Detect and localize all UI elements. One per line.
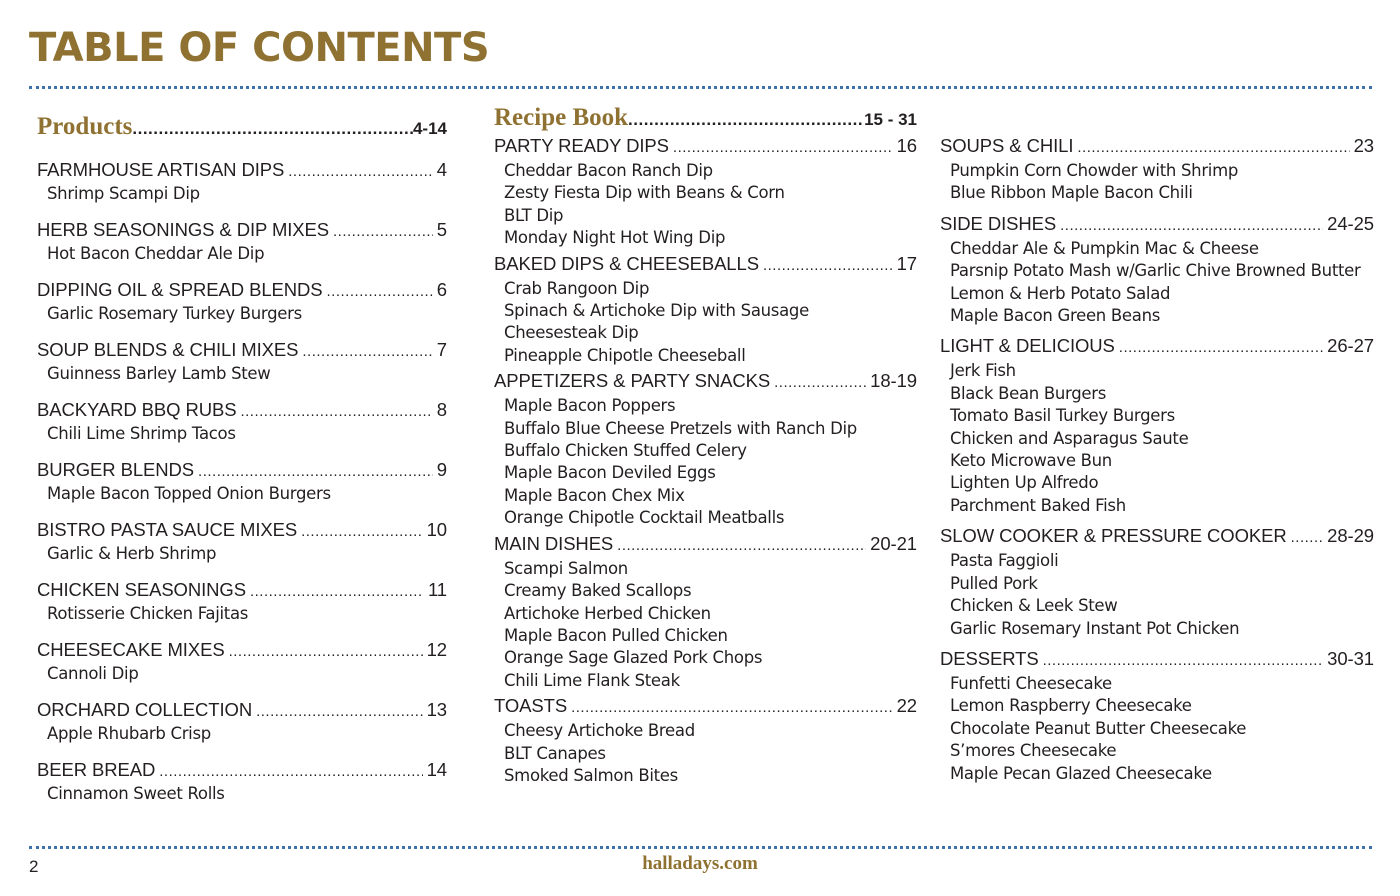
recipe-entry[interactable]: Cannoli Dip <box>47 664 139 683</box>
section-title: HERB SEASONINGS & DIP MIXES <box>37 219 330 240</box>
recipe-entry[interactable]: Chocolate Peanut Butter Cheesecake <box>950 718 1247 738</box>
toc-section <box>494 252 917 368</box>
toc-section <box>494 369 917 529</box>
toc-section-heading[interactable] <box>940 134 1374 160</box>
toc-section <box>940 647 1374 785</box>
recipe-entry[interactable]: BLT Dip <box>504 205 564 225</box>
recipe-entry[interactable]: Black Bean Burgers <box>950 383 1107 403</box>
section-title: CHICKEN SEASONINGS <box>37 579 246 600</box>
products-heading-label: Products <box>37 113 133 140</box>
recipe-entry[interactable]: Chili Lime Shrimp Tacos <box>47 424 236 443</box>
leader-dots <box>774 371 866 395</box>
leader-dots <box>256 701 423 723</box>
toc-section-heading[interactable] <box>37 399 447 423</box>
leader-dots <box>301 521 423 543</box>
recipe-entry[interactable]: Pumpkin Corn Chowder with Shrimp <box>950 161 1239 180</box>
toc-section-heading[interactable] <box>494 369 917 395</box>
leader-dots <box>132 119 413 139</box>
section-title: SOUP BLENDS & CHILI MIXES <box>37 339 299 360</box>
page-title: TABLE OF CONTENTS <box>29 25 490 71</box>
recipe-entry[interactable]: Parchment Baked Fish <box>950 495 1126 515</box>
toc-section <box>37 519 447 565</box>
section-title: BEER BREAD <box>37 759 156 780</box>
recipe-entry[interactable]: Maple Pecan Glazed Cheesecake <box>950 763 1212 783</box>
section-page-number: 7 <box>436 339 447 360</box>
bottom-dotted-divider <box>29 846 1372 849</box>
toc-section-heading[interactable] <box>37 339 447 363</box>
recipe-entry[interactable]: Rotisserie Chicken Fajitas <box>47 604 249 623</box>
recipe-entry[interactable]: Blue Ribbon Maple Bacon Chili <box>950 183 1193 203</box>
recipe-entry[interactable]: Buffalo Chicken Stuffed Celery <box>504 441 747 461</box>
leader-dots <box>327 281 433 303</box>
section-page-number: 17 <box>896 252 917 274</box>
products-column <box>37 113 447 819</box>
toc-section-heading[interactable] <box>37 519 447 543</box>
recipe-book-section-list-continued <box>940 134 1374 785</box>
recipe-entry[interactable]: Lemon & Herb Potato Salad <box>950 283 1171 303</box>
section-page-number: 28-29 <box>1327 525 1374 547</box>
toc-section-heading[interactable] <box>494 532 917 558</box>
recipe-entry[interactable]: BLT Canapes <box>504 743 606 763</box>
toc-section <box>37 639 447 685</box>
section-page-number: 24-25 <box>1327 212 1374 234</box>
recipe-entry[interactable]: Garlic Rosemary Instant Pot Chicken <box>950 618 1240 638</box>
section-title: PARTY READY DIPS <box>494 135 669 156</box>
toc-section <box>37 219 447 265</box>
recipe-entry[interactable]: Funfetti Cheesecake <box>950 673 1112 693</box>
recipe-entry[interactable]: Orange Chipotle Cocktail Meatballs <box>504 508 785 528</box>
toc-section-heading[interactable] <box>940 524 1374 550</box>
leader-dots <box>1060 214 1323 238</box>
recipe-entry[interactable]: Maple Bacon Poppers <box>504 396 676 416</box>
toc-section <box>37 279 447 325</box>
recipe-entry[interactable]: Maple Bacon Chex Mix <box>504 485 685 505</box>
section-page-number: 10 <box>426 519 447 540</box>
recipe-entry[interactable]: Apple Rhubarb Crisp <box>47 724 211 743</box>
recipe-book-column-continued <box>940 134 1374 792</box>
recipe-book-column <box>494 104 917 789</box>
recipe-entry[interactable]: Garlic & Herb Shrimp <box>47 544 217 563</box>
toc-section-heading[interactable] <box>37 759 447 783</box>
toc-section <box>37 159 447 205</box>
section-page-number: 23 <box>1353 135 1374 156</box>
section-page-number: 8 <box>436 399 447 420</box>
section-page-number: 5 <box>436 219 447 240</box>
toc-section <box>37 759 447 805</box>
recipe-entry[interactable]: Lighten Up Alfredo <box>950 473 1099 493</box>
recipe-entry[interactable]: Orange Sage Glazed Pork Chops <box>504 648 763 668</box>
recipe-entry[interactable]: Monday Night Hot Wing Dip <box>504 228 726 248</box>
leader-dots <box>673 136 893 160</box>
recipe-entry[interactable]: Zesty Fiesta Dip with Beans & Corn <box>504 183 785 203</box>
section-page-number: 13 <box>426 699 447 720</box>
leader-dots <box>571 696 893 720</box>
recipe-entry[interactable]: Tomato Basil Turkey Burgers <box>950 406 1175 426</box>
leader-dots <box>617 534 866 558</box>
recipe-entry[interactable]: Pulled Pork <box>950 573 1038 593</box>
recipe-entry[interactable]: Cheesesteak Dip <box>504 323 639 343</box>
recipe-entry[interactable]: Maple Bacon Deviled Eggs <box>504 463 716 483</box>
section-title: SOUPS & CHILI <box>940 135 1074 156</box>
recipe-entry[interactable]: S’mores Cheesecake <box>950 741 1117 761</box>
recipe-entry[interactable]: Chicken and Asparagus Saute <box>950 428 1189 448</box>
toc-section <box>940 212 1374 328</box>
section-title: MAIN DISHES <box>494 532 614 554</box>
leader-dots <box>1291 526 1324 550</box>
toc-section <box>940 524 1374 640</box>
footer-website-link[interactable]: halladays.com <box>642 853 758 874</box>
recipe-entry[interactable]: Pasta Faggioli <box>950 551 1059 571</box>
toc-section <box>940 134 1374 205</box>
leader-dots <box>198 461 433 483</box>
toc-section <box>494 134 917 250</box>
recipe-book-section-list <box>494 134 917 787</box>
section-title: SIDE DISHES <box>940 212 1057 234</box>
recipe-entry[interactable]: Artichoke Herbed Chicken <box>504 603 711 623</box>
recipe-book-heading-pages: 15 - 31 <box>864 110 917 129</box>
products-heading-pages: 4-14 <box>412 119 447 138</box>
section-title: DIPPING OIL & SPREAD BLENDS <box>37 279 323 300</box>
section-page-number: 26-27 <box>1327 335 1374 357</box>
section-title: ORCHARD COLLECTION <box>37 699 253 720</box>
section-title: BISTRO PASTA SAUCE MIXES <box>37 519 298 540</box>
leader-dots <box>229 641 423 663</box>
section-page-number: 30-31 <box>1327 647 1374 669</box>
toc-section <box>37 459 447 505</box>
section-title: DESSERTS <box>940 647 1039 669</box>
products-section-list <box>37 159 447 805</box>
section-title: BAKED DIPS & CHEESEBALLS <box>494 252 759 274</box>
section-title: APPETIZERS & PARTY SNACKS <box>494 370 771 392</box>
toc-section <box>494 694 917 787</box>
leader-dots <box>763 254 893 278</box>
section-page-number: 11 <box>427 579 447 600</box>
recipe-entry[interactable]: Crab Rangoon Dip <box>504 278 650 298</box>
section-title: TOASTS <box>494 695 568 717</box>
recipe-entry[interactable]: Maple Bacon Topped Onion Burgers <box>47 484 331 503</box>
toc-section <box>37 399 447 445</box>
recipe-entry[interactable]: Keto Microwave Bun <box>950 451 1112 471</box>
section-page-number: 16 <box>896 135 917 156</box>
leader-dots <box>250 581 424 603</box>
recipe-entry[interactable]: Creamy Baked Scallops <box>504 581 692 601</box>
recipe-entry[interactable]: Lemon Raspberry Cheesecake <box>950 696 1192 716</box>
page-number: 2 <box>29 857 39 876</box>
toc-section-heading[interactable] <box>37 699 447 723</box>
toc-section-heading[interactable] <box>940 212 1374 238</box>
toc-section-heading[interactable] <box>940 647 1374 673</box>
recipe-entry[interactable]: Chicken & Leek Stew <box>950 596 1118 616</box>
leader-dots <box>240 401 432 423</box>
toc-section-heading[interactable] <box>37 159 447 183</box>
recipe-entry[interactable]: Cinnamon Sweet Rolls <box>47 784 225 803</box>
toc-section-heading[interactable] <box>37 219 447 243</box>
leader-dots <box>628 110 864 130</box>
leader-dots <box>288 161 433 183</box>
toc-section-heading[interactable] <box>494 694 917 720</box>
recipe-entry[interactable]: Garlic Rosemary Turkey Burgers <box>47 304 302 323</box>
section-title: BURGER BLENDS <box>37 459 195 480</box>
top-dotted-divider <box>29 86 1372 89</box>
toc-section-heading[interactable] <box>37 459 447 483</box>
section-page-number: 4 <box>436 159 447 180</box>
recipe-entry[interactable]: Parsnip Potato Mash w/Garlic Chive Browned Butter <box>950 261 1361 281</box>
recipe-entry[interactable]: Chili Lime Flank Steak <box>504 670 680 690</box>
section-page-number: 18-19 <box>870 370 917 392</box>
leader-dots <box>1119 336 1323 360</box>
recipe-entry[interactable]: Shrimp Scampi Dip <box>47 184 200 203</box>
toc-section-heading[interactable] <box>940 334 1374 360</box>
recipe-entry[interactable]: Guinness Barley Lamb Stew <box>47 364 271 383</box>
toc-section-heading[interactable] <box>37 279 447 303</box>
recipe-entry[interactable]: Jerk Fish <box>950 361 1016 381</box>
section-title: FARMHOUSE ARTISAN DIPS <box>37 159 285 180</box>
toc-section <box>494 532 917 692</box>
section-page-number: 12 <box>426 639 447 660</box>
leader-dots <box>1043 649 1324 673</box>
recipe-entry[interactable]: Maple Bacon Green Beans <box>950 306 1161 326</box>
toc-section <box>37 579 447 625</box>
toc-section-heading[interactable] <box>37 579 447 603</box>
section-page-number: 14 <box>426 759 447 780</box>
recipe-entry[interactable]: Cheesy Artichoke Bread <box>504 721 695 741</box>
section-title: SLOW COOKER & PRESSURE COOKER <box>940 525 1287 547</box>
section-title: BACKYARD BBQ RUBS <box>37 399 237 420</box>
recipe-entry[interactable]: Cheddar Ale & Pumpkin Mac & Cheese <box>950 238 1259 258</box>
toc-section <box>940 334 1374 517</box>
section-page-number: 20-21 <box>870 532 917 554</box>
toc-section-heading[interactable] <box>494 252 917 278</box>
toc-section-heading[interactable] <box>494 134 917 160</box>
recipe-entry[interactable]: Buffalo Blue Cheese Pretzels with Ranch Dip <box>504 418 857 438</box>
recipe-entry[interactable]: Smoked Salmon Bites <box>504 765 678 785</box>
section-title: LIGHT & DELICIOUS <box>940 335 1115 357</box>
recipe-book-heading[interactable] <box>494 104 917 132</box>
leader-dots <box>333 221 433 243</box>
recipe-entry[interactable]: Scampi Salmon <box>504 558 628 578</box>
section-title: CHEESECAKE MIXES <box>37 639 225 660</box>
recipe-entry[interactable]: Cheddar Bacon Ranch Dip <box>504 161 713 180</box>
toc-section-heading[interactable] <box>37 639 447 663</box>
leader-dots <box>302 341 432 363</box>
recipe-entry[interactable]: Maple Bacon Pulled Chicken <box>504 625 728 645</box>
recipe-book-heading-label: Recipe Book <box>494 104 629 131</box>
section-page-number: 22 <box>896 695 917 717</box>
recipe-entry[interactable]: Hot Bacon Cheddar Ale Dip <box>47 244 265 263</box>
leader-dots <box>159 761 422 783</box>
toc-section <box>37 699 447 745</box>
products-heading[interactable] <box>37 113 447 141</box>
recipe-entry[interactable]: Pineapple Chipotle Cheeseball <box>504 345 746 365</box>
section-page-number: 9 <box>436 459 447 480</box>
leader-dots <box>1077 136 1349 160</box>
recipe-entry[interactable]: Spinach & Artichoke Dip with Sausage <box>504 301 809 321</box>
toc-section <box>37 339 447 385</box>
section-page-number: 6 <box>436 279 447 300</box>
